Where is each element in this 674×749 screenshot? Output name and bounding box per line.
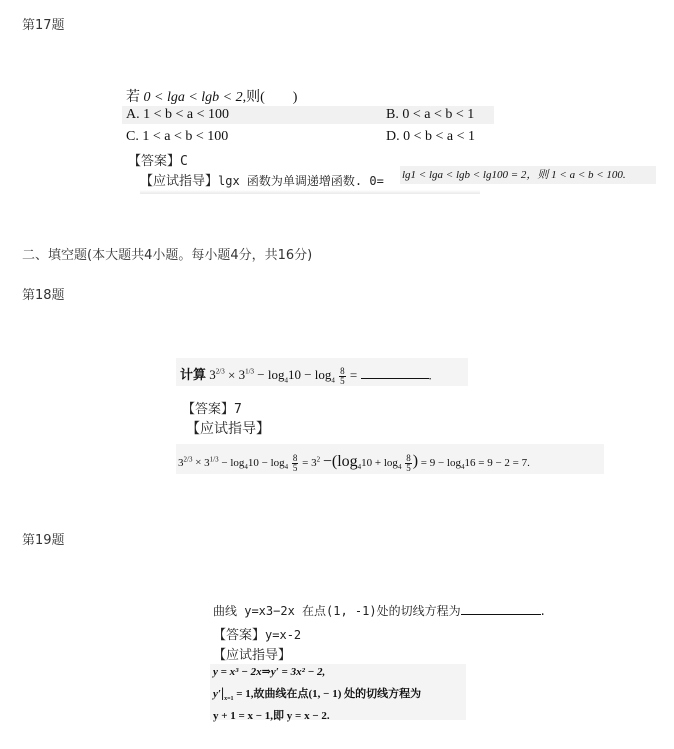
stem-prefix: 若: [126, 90, 140, 105]
stem-math: 0 < lga < lgb < 2: [143, 90, 243, 105]
solution-line-3: y + 1 = x − 1,即 y = x − 2.: [213, 710, 330, 722]
times-sign: ×: [227, 367, 236, 383]
sol-times: ×: [195, 456, 202, 469]
log-term-2: − $\log_4$: [304, 367, 335, 385]
stem-text: 曲线 y=x3−2x 在点(1, -1)处的切线方程为: [213, 604, 461, 618]
cut-off-line: [140, 190, 480, 194]
question-19-title: 第19题: [22, 533, 65, 548]
question-18-answer: [182, 398, 242, 417]
power-1: $3^{2/3}$: [209, 367, 225, 383]
guide-math: lg1 < lga < lgb < lg100 = 2，则 1 < a < b < 100.: [400, 166, 656, 184]
answer-label: 【答案】: [128, 154, 181, 169]
question-18-stem: 计算 $3^{2/3} \times 3^{1/3} - \log_410 - \log_4$ $\frac{8}{5}$ = .: [176, 358, 468, 386]
answer-blank: [461, 602, 541, 615]
power-2: $3^{1/3}$: [238, 367, 255, 383]
guide-label: 【应试指导】: [140, 174, 219, 189]
option-d: D. 0 < b < a < 1: [386, 129, 476, 144]
question-19-stem: 曲线 y=x3−2x 在点(1, -1)处的切线方程为 .: [213, 604, 545, 619]
question-17-stem: [126, 86, 297, 106]
question-19-answer: [213, 624, 301, 643]
question-18-guide-label: 【应试指导】: [186, 421, 270, 437]
answer-value: C: [180, 154, 188, 169]
sol-tail: = $9 - \log_416 = 9 - 2 = 7$.: [420, 456, 530, 471]
answer-value: 7: [234, 402, 242, 417]
log-term-1: − $\log_410$: [257, 367, 301, 385]
sol-fraction-2: $\frac{8}{5}$: [406, 452, 411, 473]
solution-line-1: y = x³ − 2x⇒y′ = 3x² − 2,: [213, 666, 326, 678]
question-17-guide: [140, 170, 384, 189]
stem-suffix: ,则( ): [242, 90, 298, 105]
sol-fraction-1: $\frac{8}{5}$: [292, 452, 298, 473]
guide-text: lgx 函数为单调递增函数. 0=: [218, 174, 384, 188]
question-17-title: 第17题: [22, 18, 65, 33]
sol-paren-close: ): [412, 452, 419, 470]
answer-label: 【答案】: [213, 628, 266, 643]
option-c: C. 1 < a < b < 100: [126, 129, 229, 144]
question-17-answer: [128, 150, 188, 169]
section-heading: 二、填空题(本大题共4小题。每小题4分，共16分): [22, 248, 313, 263]
sol-power-2: $3^{1/3}$: [204, 455, 219, 469]
question-18-title: 第18题: [22, 288, 65, 303]
option-b: B. 0 < a < b < 1: [386, 107, 475, 122]
solution-line-2: $y'|_{x=1} = 1$,故曲线在点(1, − 1) 处的切线方程为: [213, 686, 422, 703]
question-18-solution: [176, 444, 604, 474]
sol-log-1: − $\log_410$: [221, 456, 259, 471]
equals-sign: =: [349, 367, 358, 383]
fraction: $\frac{8}{5}$: [340, 365, 345, 386]
sol-log-2: − $\log_4$: [261, 456, 289, 471]
answer-value: y=x-2: [265, 628, 302, 642]
question-19-guide-label: 【应试指导】: [213, 648, 292, 663]
answer-label: 【答案】: [182, 402, 235, 417]
sol-power-1: $3^{2/3}$: [178, 455, 193, 469]
sol-paren: $-(\log_410 + \log_4$: [322, 452, 402, 471]
stem-prefix: 计算: [180, 367, 207, 383]
option-a: A. 1 < b < a < 100: [126, 107, 230, 122]
sol-middle: = $3^2$: [302, 455, 321, 469]
answer-blank: [361, 366, 429, 379]
